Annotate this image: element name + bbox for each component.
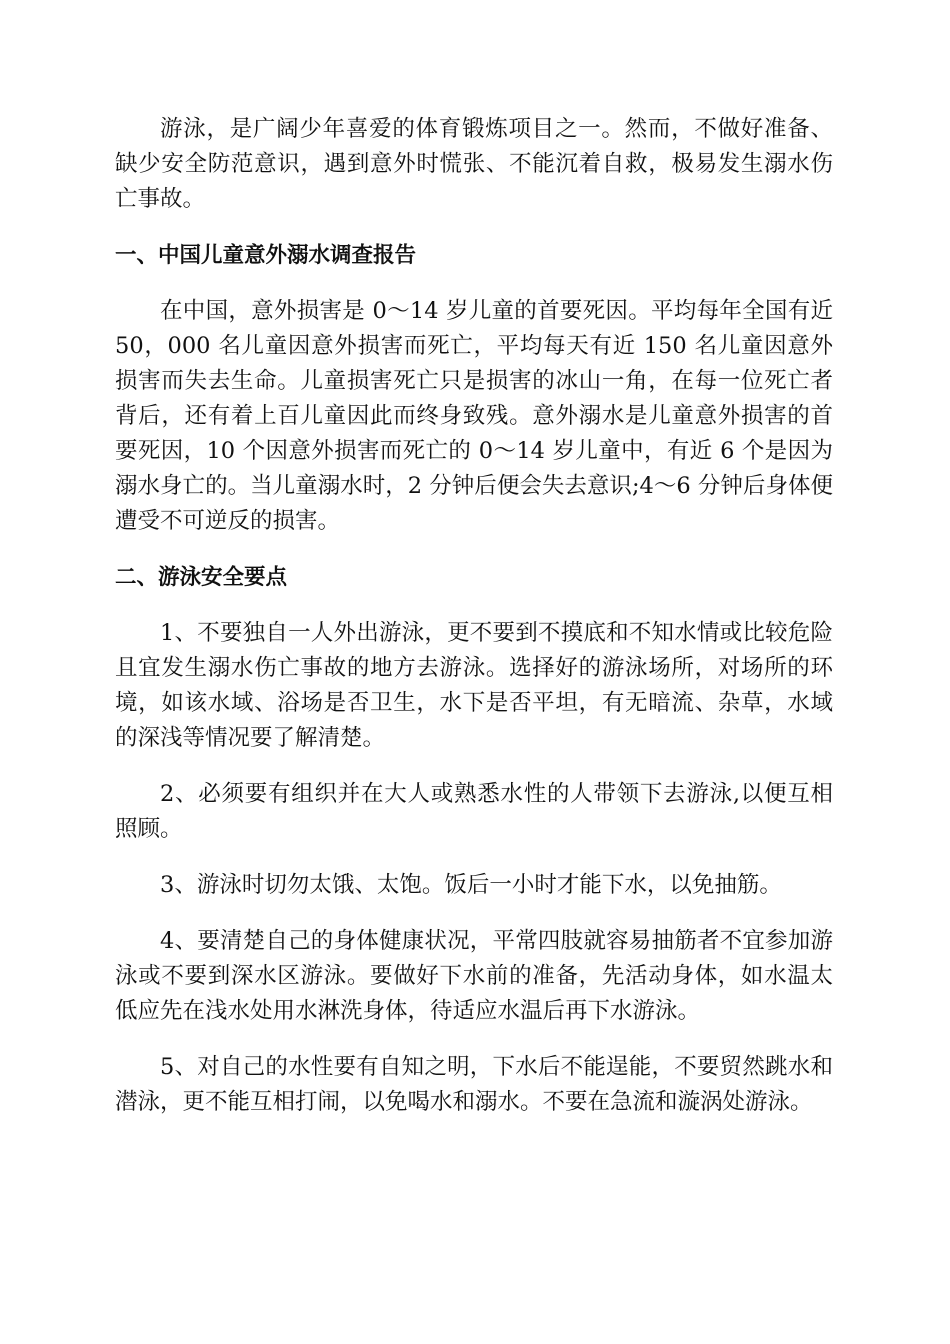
safety-point-4: 4、要清楚自己的身体健康状况，平常四肢就容易抽筋者不宜参加游泳或不要到深水区游泳。要做好下水前的准备，先活动身体，如水温太低应先在浅水处用水淋洗身体，待适应水温后再下水游泳。 (115, 928, 833, 1024)
drowning-report-paragraph: 在中国，意外损害是 0～14 岁儿童的首要死因。平均每年全国有近 50，000 名儿童因意外损害而死亡，平均每天有近 150 名儿童因意外损害而失去生命。儿童损害死亡只是损害的冰山一角，在每一位死亡者背后，还有着上百儿童因此而终身致残。意外溺水是儿童意外损害的首要死因，10 个因意外损害而死亡的 0～14 岁儿童中，有近 6 个是因为溺水身亡的。当儿童溺水时，2 分钟后便会失去意识;4～6 分钟后身体便遭受不可逆反的损害。 (115, 298, 833, 534)
safety-point-3: 3、游泳时切勿太饿、太饱。饭后一小时才能下水，以免抽筋。 (160, 872, 782, 898)
safety-point-1: 1、不要独自一人外出游泳，更不要到不摸底和不知水情或比较危险且宜发生溺水伤亡事故的地方去游泳。选择好的游泳场所，对场所的环境，如该水域、浴场是否卫生，水下是否平坦，有无暗流、杂草，水域的深浅等情况要了解清楚。 (115, 620, 833, 751)
document-body (115, 112, 833, 1141)
section-heading-swimming-safety: 二、游泳安全要点 (115, 565, 288, 590)
section-heading-drowning-report: 一、中国儿童意外溺水调查报告 (115, 243, 417, 268)
intro-paragraph: 游泳，是广阔少年喜爱的体育锻炼项目之一。然而，不做好准备、缺少安全防范意识，遇到意外时慌张、不能沉着自救，极易发生溺水伤亡事故。 (115, 116, 833, 212)
safety-point-2: 2、必须要有组织并在大人或熟悉水性的人带领下去游泳,以便互相照顾。 (115, 781, 833, 842)
safety-point-5: 5、对自己的水性要有自知之明，下水后不能逞能，不要贸然跳水和潜泳，更不能互相打闹，以免喝水和溺水。不要在急流和漩涡处游泳。 (115, 1054, 833, 1115)
